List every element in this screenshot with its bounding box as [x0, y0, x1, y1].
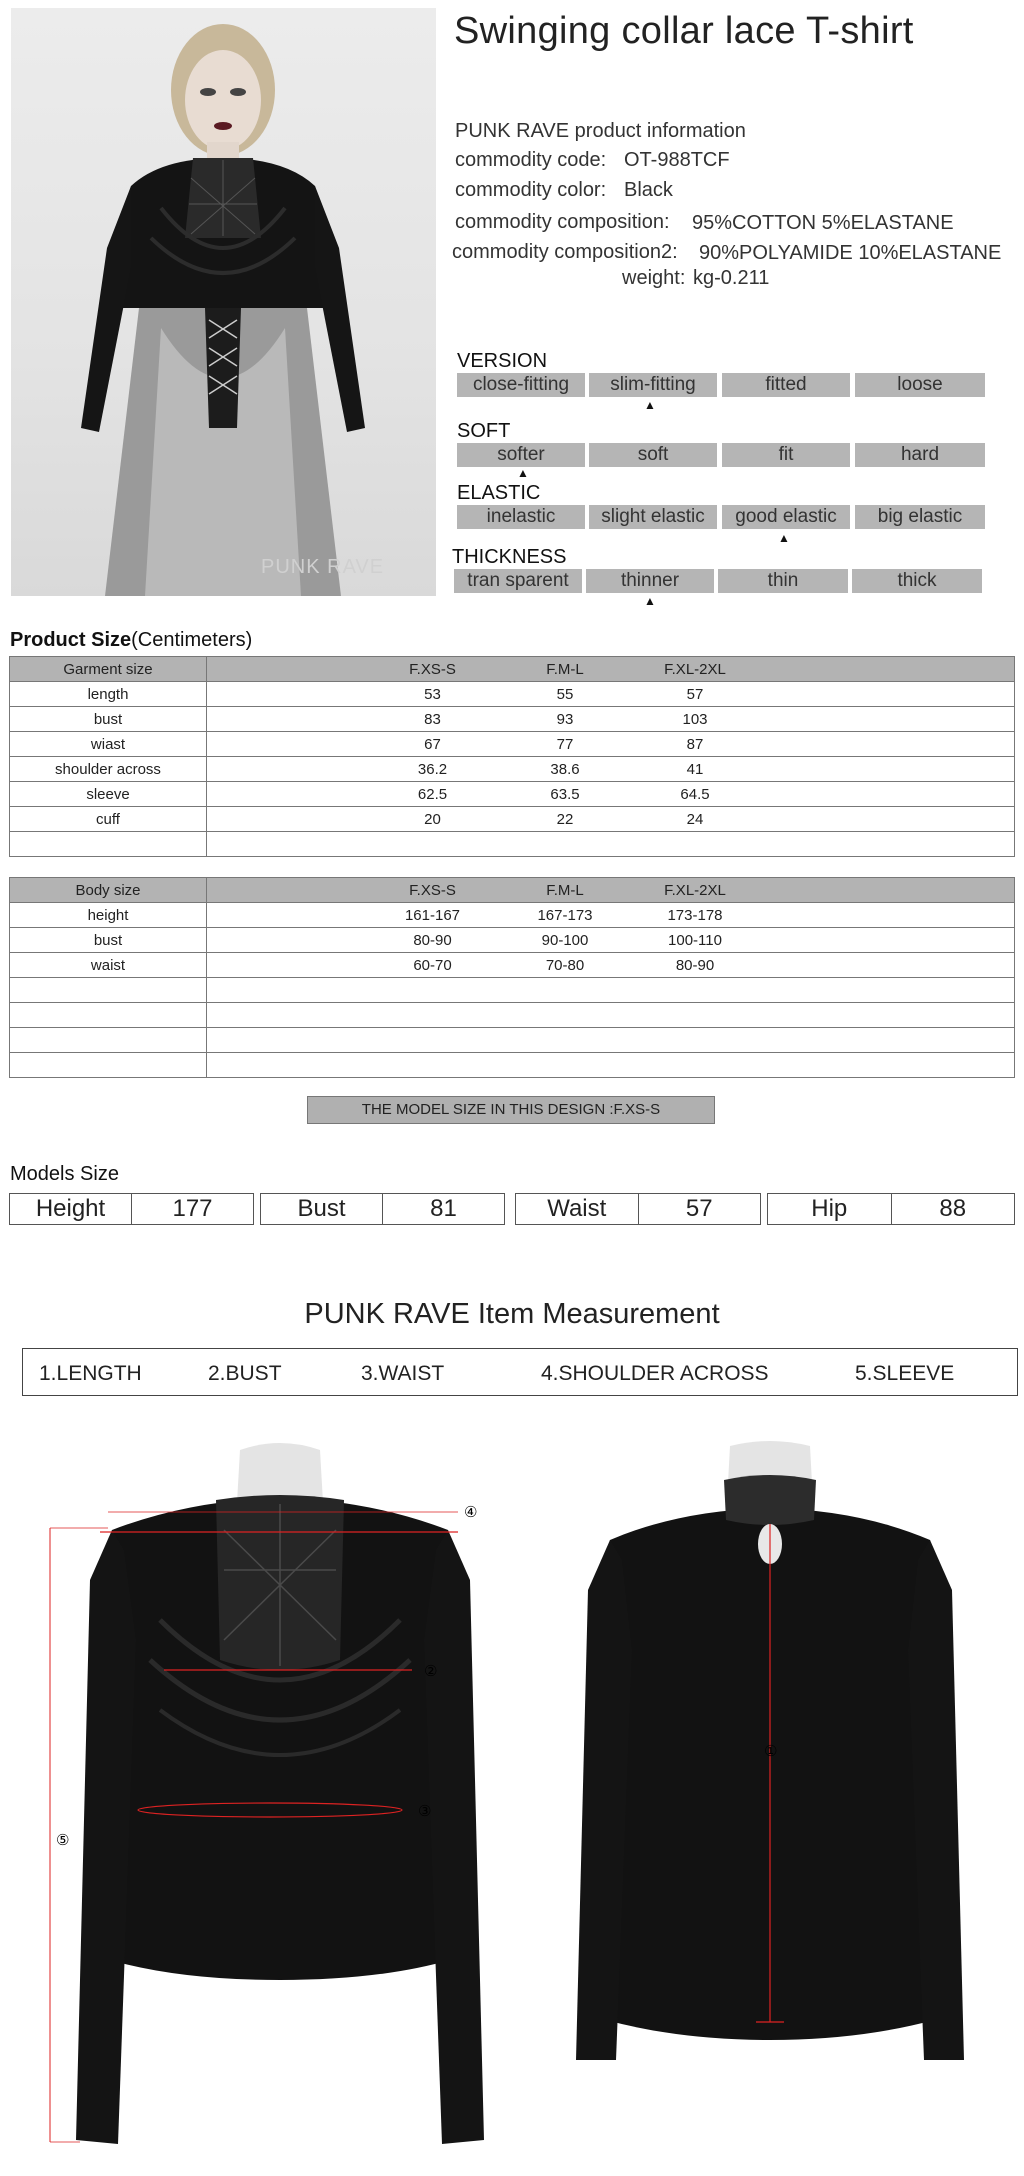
body-size-table	[9, 877, 1015, 1078]
cell: 90-100	[541, 931, 589, 949]
garment-size-table	[9, 656, 1015, 857]
table-row	[10, 757, 1015, 782]
marker-shoulder: ④	[464, 1503, 478, 1521]
commodity-color-value: Black	[624, 179, 673, 201]
measurement-length: 1.LENGTH	[39, 1362, 142, 1385]
measurement-waist: 3.WAIST	[361, 1362, 445, 1385]
commodity-composition2-label: commodity composition2:	[452, 241, 678, 263]
weight-label: weight:	[622, 267, 686, 289]
elastic-option-big-elastic: big elastic	[855, 505, 985, 529]
cell: 161-167	[404, 906, 461, 924]
marker-length: ①	[764, 1742, 778, 1760]
soft-option-fit: fit	[722, 443, 850, 467]
row-label: cuff	[10, 807, 207, 832]
measurement-shoulder-across: 4.SHOULDER ACROSS	[541, 1362, 769, 1385]
table-row	[10, 707, 1015, 732]
product-size-title	[10, 629, 252, 652]
body-size-header-row	[10, 878, 1015, 903]
model-hip-label: Hip	[768, 1194, 892, 1224]
cell: 55	[556, 685, 574, 703]
size-col-xl-2xl: F.XL-2XL	[664, 660, 726, 678]
body-size-columns	[207, 878, 1015, 903]
row-label: height	[10, 903, 207, 928]
weight-value: kg-0.211	[693, 267, 770, 289]
cell: 41	[686, 760, 704, 778]
version-selected-marker: ▲	[644, 398, 656, 412]
elastic-option-slight-elastic: slight elastic	[589, 505, 717, 529]
soft-option-hard: hard	[855, 443, 985, 467]
garment-size-header: Garment size	[10, 657, 207, 682]
thickness-selected-marker: ▲	[644, 594, 656, 608]
cell: 167-173	[537, 906, 593, 924]
table-row	[10, 782, 1015, 807]
photo-watermark: PUNK RAVE	[261, 556, 385, 578]
thickness-option-thin: thin	[718, 569, 848, 593]
marker-waist: ③	[418, 1802, 432, 1820]
cell: 24	[686, 810, 704, 828]
table-row-empty	[10, 832, 1015, 857]
cell: 80-90	[413, 931, 452, 949]
elastic-option-inelastic: inelastic	[457, 505, 585, 529]
product-title: Swinging collar lace T-shirt	[454, 10, 914, 52]
model-height-box	[9, 1193, 254, 1225]
garment-size-header-row	[10, 657, 1015, 682]
soft-option-soft: soft	[589, 443, 717, 467]
model-illustration	[11, 8, 436, 596]
model-hip-value: 88	[939, 1195, 967, 1222]
table-row	[10, 928, 1015, 953]
table-row	[10, 903, 1015, 928]
elastic-selected-marker: ▲	[778, 531, 790, 545]
table-row-empty	[10, 1028, 1015, 1053]
cell: 93	[556, 710, 574, 728]
product-photo	[11, 8, 436, 596]
table-row	[10, 953, 1015, 978]
soft-selected-marker: ▲	[517, 466, 529, 480]
model-height-label: Height	[10, 1194, 132, 1224]
table-row-empty	[10, 1003, 1015, 1028]
table-row	[10, 732, 1015, 757]
size-col-m-l: F.M-L	[546, 881, 584, 899]
row-label: shoulder across	[10, 757, 207, 782]
size-col-m-l: F.M-L	[546, 660, 584, 678]
commodity-composition-label: commodity composition:	[455, 211, 670, 233]
model-bust-box	[260, 1193, 505, 1225]
body-size-header: Body size	[10, 878, 207, 903]
table-row-empty	[10, 1053, 1015, 1078]
version-option-slim-fitting: slim-fitting	[589, 373, 717, 397]
cell: 20	[424, 810, 441, 828]
attribute-label-version: VERSION	[457, 350, 548, 372]
garment-back-diagram	[570, 1440, 1010, 2060]
cell: 22	[556, 810, 574, 828]
model-waist-label: Waist	[516, 1194, 639, 1224]
attribute-label-elastic: ELASTIC	[457, 482, 541, 504]
row-label: bust	[10, 928, 207, 953]
elastic-option-good-elastic: good elastic	[722, 505, 850, 529]
cell: 80-90	[675, 956, 715, 974]
model-hip-box	[767, 1193, 1015, 1225]
marker-bust: ②	[424, 1662, 438, 1680]
soft-option-softer: softer	[457, 443, 585, 467]
row-label: bust	[10, 707, 207, 732]
measurement-bust: 2.BUST	[208, 1362, 282, 1385]
thickness-option-thinner: thinner	[586, 569, 714, 593]
models-size-title: Models Size	[10, 1163, 119, 1185]
size-col-xs-s: F.XS-S	[409, 660, 456, 678]
garment-front-diagram	[40, 1440, 500, 2170]
row-label: length	[10, 682, 207, 707]
cell: 173-178	[667, 906, 723, 924]
row-label: sleeve	[10, 782, 207, 807]
commodity-composition-value: 95%COTTON 5%ELASTANE	[692, 212, 954, 234]
info-brand-line: PUNK RAVE product information	[455, 120, 746, 142]
cell: 60-70	[413, 956, 452, 974]
cell: 53	[424, 685, 441, 703]
model-waist-box	[515, 1193, 761, 1225]
model-waist-value: 57	[685, 1195, 713, 1222]
model-height-value: 177	[172, 1195, 213, 1222]
size-col-xl-2xl: F.XL-2XL	[664, 881, 726, 899]
model-bust-label: Bust	[261, 1194, 383, 1224]
cell: 103	[682, 710, 708, 728]
measurement-title: PUNK RAVE Item Measurement	[304, 1298, 720, 1330]
commodity-color-label: commodity color:	[455, 179, 607, 201]
product-size-title-text: Product Size	[10, 629, 132, 651]
table-row	[10, 682, 1015, 707]
cell: 70-80	[545, 956, 585, 974]
attribute-label-soft: SOFT	[457, 420, 511, 442]
cell: 36.2	[417, 760, 448, 778]
cell: 67	[424, 735, 441, 753]
cell: 62.5	[417, 785, 448, 803]
commodity-composition2-value: 90%POLYAMIDE 10%ELASTANE	[699, 242, 1002, 264]
cell: 38.6	[550, 760, 580, 778]
model-size-note: THE MODEL SIZE IN THIS DESIGN :F.XS-S	[307, 1096, 715, 1124]
table-row-empty	[10, 978, 1015, 1003]
row-label: wiast	[10, 732, 207, 757]
cell: 57	[686, 685, 704, 703]
thickness-option-thick: thick	[852, 569, 982, 593]
commodity-code-value: OT-988TCF	[624, 149, 730, 171]
garment-size-columns	[207, 657, 1015, 682]
cell: 77	[556, 735, 574, 753]
measurement-legend	[22, 1348, 1018, 1396]
version-option-fitted: fitted	[722, 373, 850, 397]
commodity-code-label: commodity code:	[455, 149, 607, 171]
marker-sleeve: ⑤	[56, 1831, 70, 1849]
version-option-close-fitting: close-fitting	[457, 373, 585, 397]
product-size-unit: (Centimeters)	[131, 629, 253, 651]
thickness-option-transparent: tran sparent	[454, 569, 582, 593]
row-label: waist	[10, 953, 207, 978]
size-col-xs-s: F.XS-S	[409, 881, 456, 899]
cell: 87	[686, 735, 704, 753]
cell: 83	[424, 710, 441, 728]
table-row	[10, 807, 1015, 832]
cell: 63.5	[550, 785, 580, 803]
model-bust-value: 81	[430, 1195, 457, 1222]
cell: 100-110	[668, 931, 722, 949]
cell: 64.5	[680, 785, 710, 803]
measurement-sleeve: 5.SLEEVE	[855, 1362, 955, 1385]
attribute-label-thickness: THICKNESS	[452, 546, 567, 568]
version-option-loose: loose	[855, 373, 985, 397]
